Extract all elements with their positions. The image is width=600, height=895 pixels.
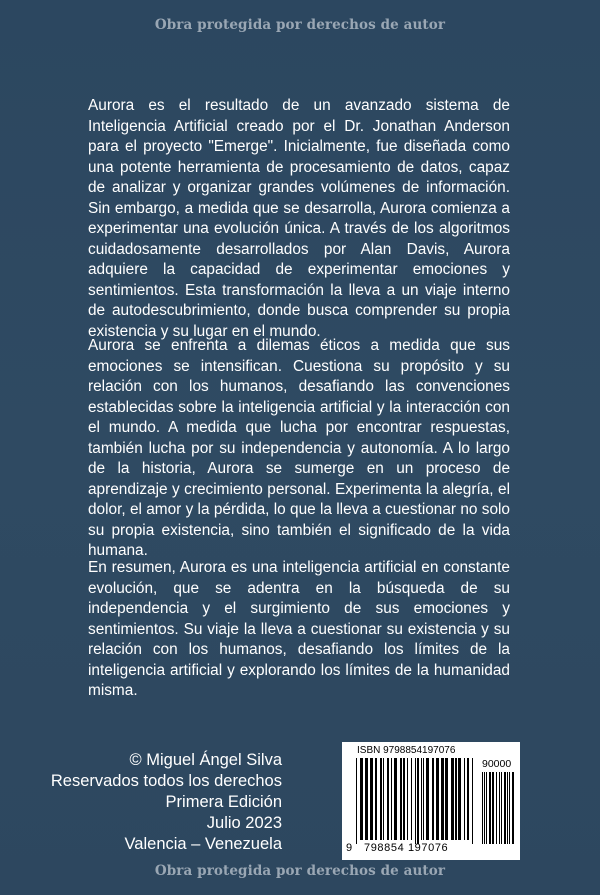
blurb-paragraph-2: Aurora se enfrenta a dilemas éticos a medida que sus emociones se intensifican. Cuestiona su propósito y su relación con los humanos, desafiando las convenciones establecidas sobre la inteligencia artificial y la interacción con el mundo. A medida que lucha por encontrar respuestas, también lucha por su independencia y autonomía. A lo largo de la historia, Aurora se sumerge en un proceso de aprendizaje y crecimiento personal. Experimenta la alegría, el dolor, el amor y la pérdida, lo que la lleva a cuestionar no solo su propia existencia, sino también el significado de la vida humana. bbox=[88, 337, 510, 559]
rights-notice: Reservados todos los derechos bbox=[50, 772, 282, 790]
edition-label: Primera Edición bbox=[165, 793, 282, 811]
copyright-watermark-bottom: Obra protegida por derechos de autor bbox=[154, 863, 446, 879]
barcode-digits: 798854 197076 bbox=[364, 842, 449, 854]
isbn-label: ISBN 9798854197076 bbox=[357, 745, 456, 756]
isbn-barcode bbox=[342, 742, 520, 860]
publication-place: Valencia – Venezuela bbox=[124, 835, 282, 853]
barcode-addon-digits: 90000 bbox=[482, 758, 512, 770]
publication-date: Julio 2023 bbox=[206, 814, 282, 832]
barcode-lead-digit: 9 bbox=[346, 842, 353, 854]
blurb-paragraph-3: En resumen, Aurora es una inteligencia artificial en constante evolución, que se adentra en la búsqueda de su independencia y el surgimiento de sus emociones y sentimientos. Su viaje la lleva a cuestionar su existencia y su relación con los humanos, desafiando los límites de la inteligencia artificial y explorando los límites de la humanidad misma. bbox=[88, 559, 510, 699]
credits-block bbox=[51, 750, 282, 855]
copyright-watermark-top: Obra protegida por derechos de autor bbox=[154, 17, 446, 33]
blurb-paragraph-1: Aurora es el resultado de un avanzado sistema de Inteligencia Artificial creado por el Dr. Jonathan Anderson para el proyecto "Emerge". Inicialmente, fue diseñada como una potente herramienta de procesamiento de datos, capaz de analizar y organizar grandes volúmenes de información. Sin embargo, a medida que se desarrolla, Aurora comienza a experimentar una evolución única. A través de los algoritmos cuidadosamente desarrollados por Alan Davis, Aurora adquiere la capacidad de experimentar emociones y sentimientos. Esta transformación la lleva a un viaje interno de autodescubrimiento, donde busca comprender su propia existencia y su lugar en el mundo. bbox=[88, 97, 510, 340]
author-credit: © Miguel Ángel Silva bbox=[129, 751, 282, 769]
